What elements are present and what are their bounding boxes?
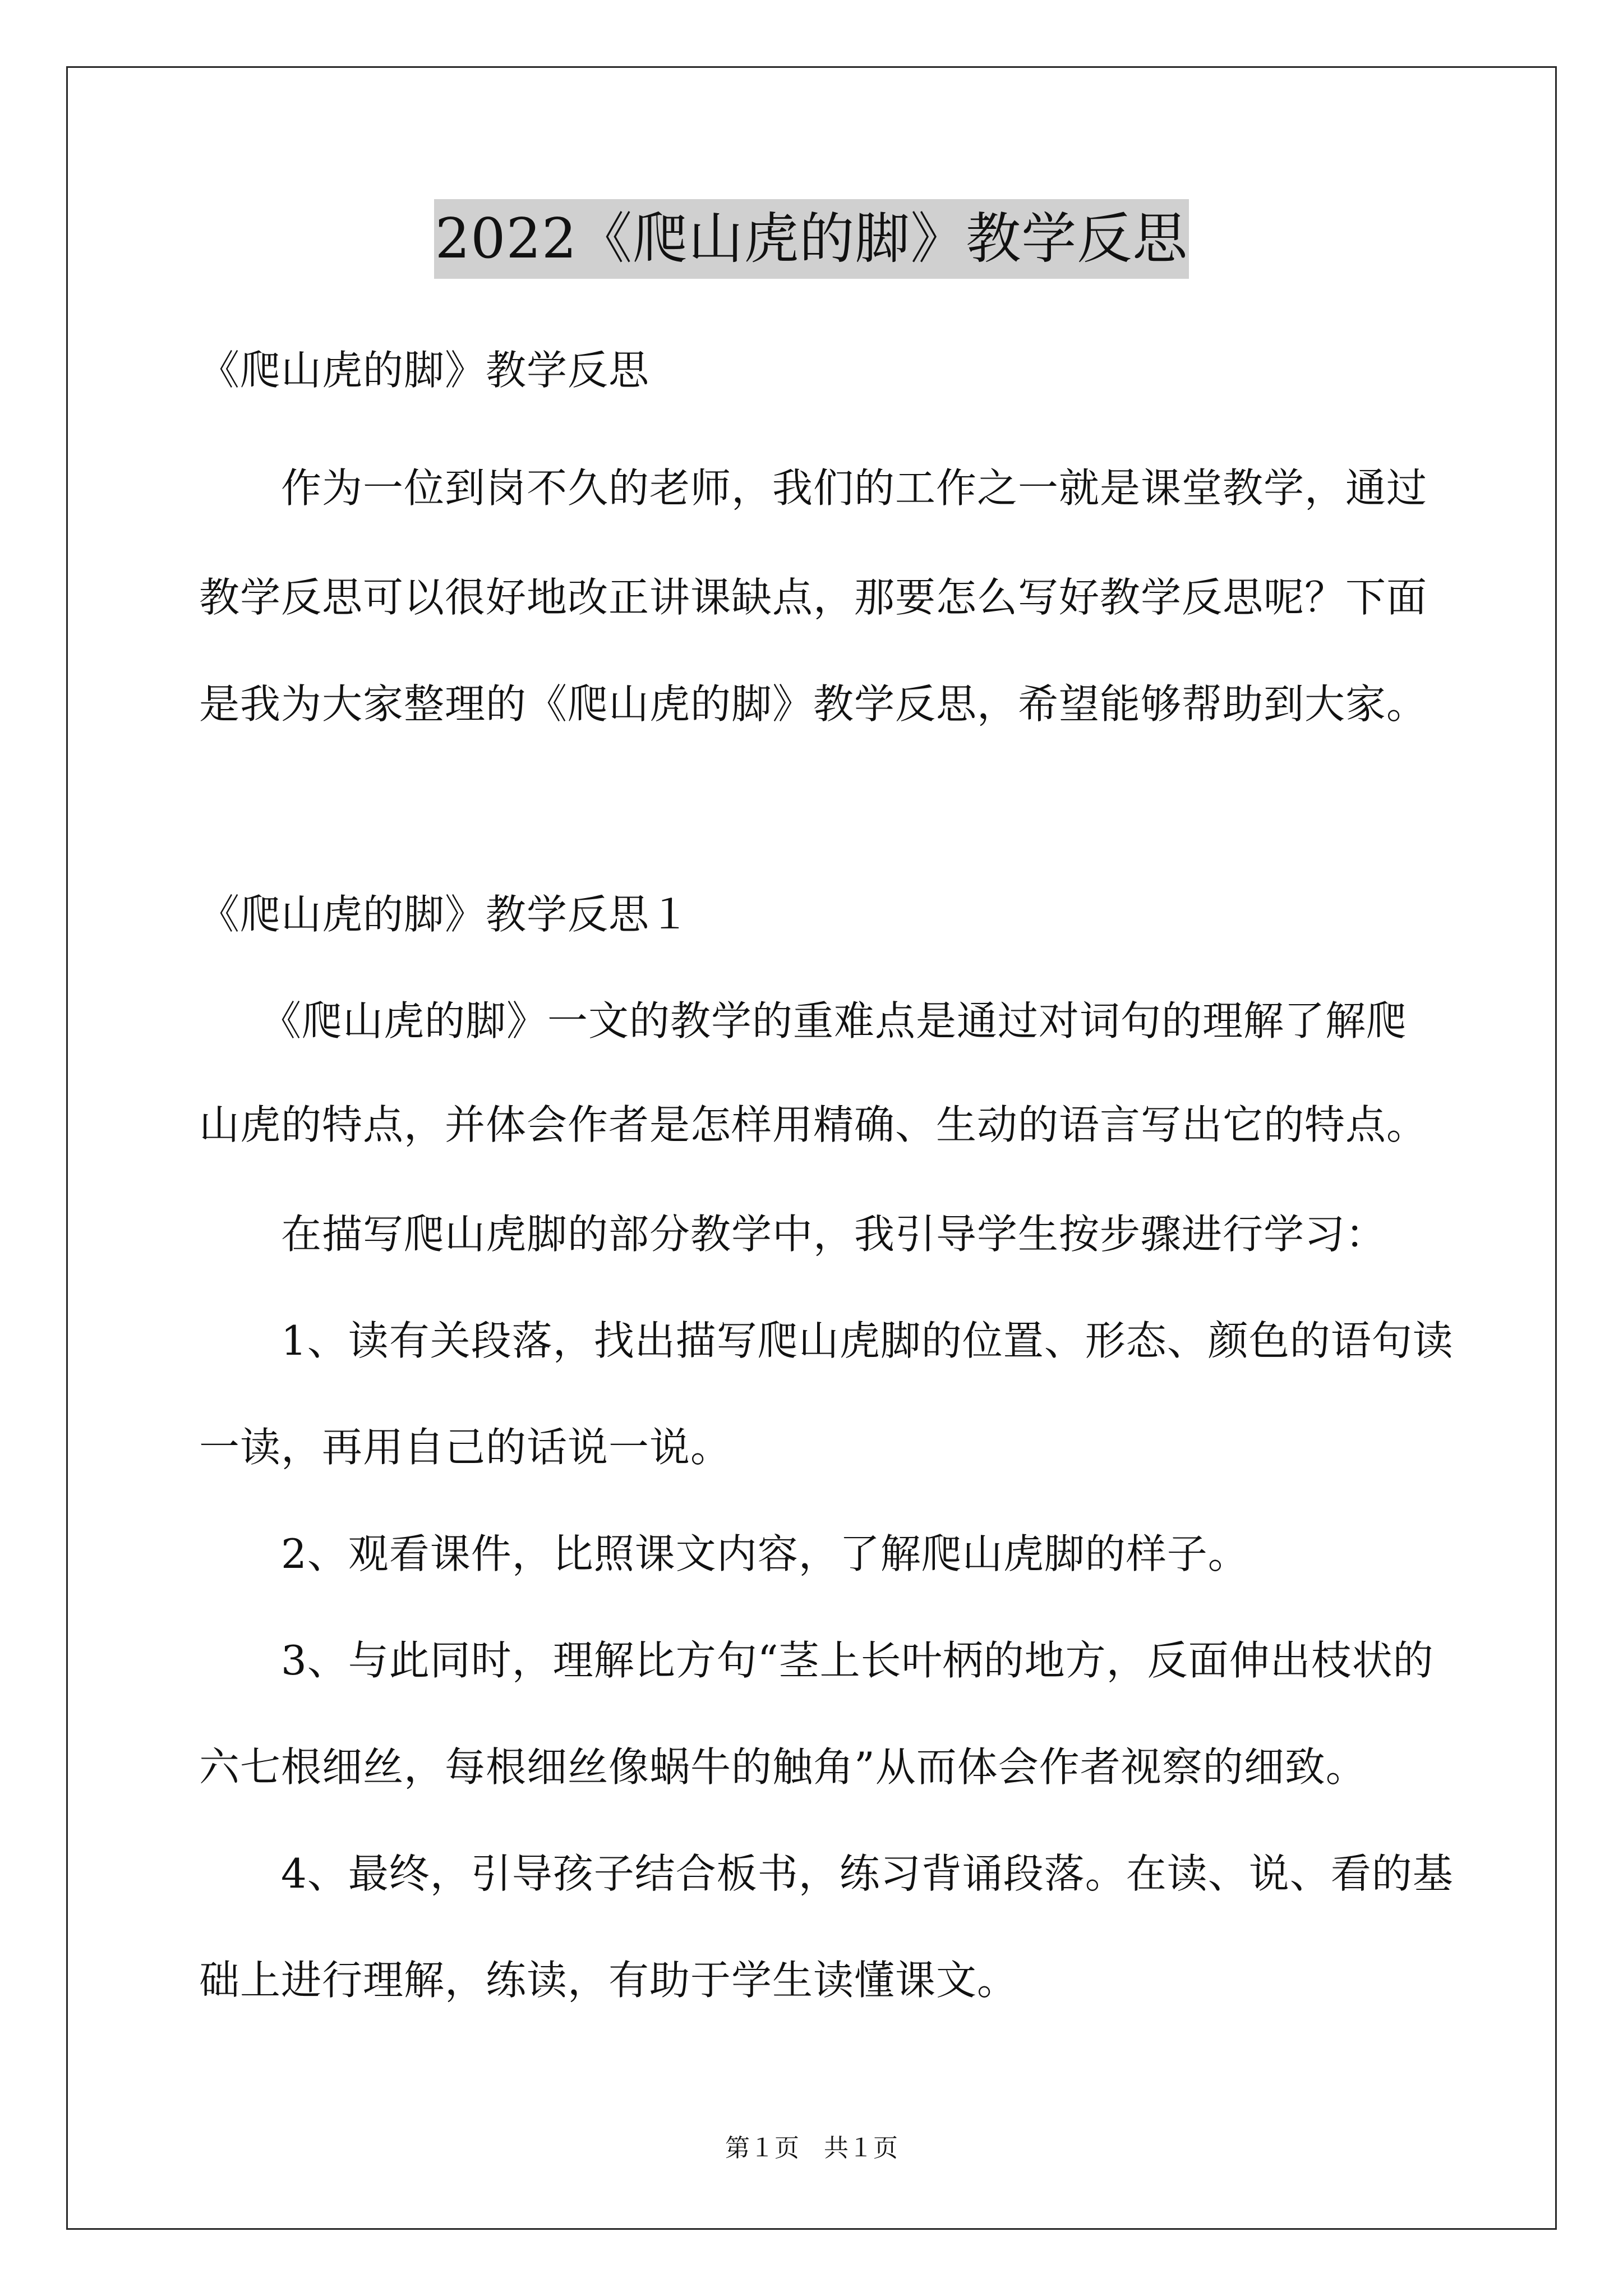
paragraph-line: 在描写爬山虎脚的部分教学中，我引导学生按步骤进行学习： (199, 1211, 1387, 1258)
paragraph-line: 础上进行理解，练读，有助于学生读懂课文。 (199, 1957, 1018, 2004)
paragraph-line: 4、最终，引导孩子结合板书，练习背诵段落。在读、说、看的基 (199, 1850, 1454, 1897)
paragraph-line: 一读，再用自己的话说一说。 (199, 1424, 732, 1471)
page-footer: 第１页 共１页 (725, 2134, 898, 2162)
section-heading: 《爬山虎的脚》教学反思 (199, 347, 650, 394)
paragraph-line: 六七根细丝，每根细丝像蜗牛的触角”从而体会作者视察的细致。 (199, 1743, 1367, 1791)
paragraph-line: 《爬山虎的脚》一文的教学的重难点是通过对词句的理解了解爬 (199, 997, 1408, 1045)
paragraph-line: 3、与此同时，理解比方句“茎上长叶柄的地方，反面伸出枝状的 (199, 1637, 1434, 1684)
title-container (0, 199, 1623, 279)
paragraph-line: 1、读有关段落，找出描写爬山虎脚的位置、形态、颜色的语句读 (199, 1317, 1454, 1364)
paragraph-line: 作为一位到岗不久的老师，我们的工作之一就是课堂教学，通过 (199, 464, 1428, 512)
paragraph-line: 教学反思可以很好地改正讲课缺点，那要怎么写好教学反思呢？下面 (199, 574, 1428, 621)
paragraph-line: 是我为大家整理的《爬山虎的脚》教学反思，希望能够帮助到大家。 (199, 680, 1428, 728)
paragraph-line: 山虎的特点，并体会作者是怎样用精确、生动的语言写出它的特点。 (199, 1101, 1428, 1148)
paragraph-line: 2、观看课件，比照课文内容，了解爬山虎脚的样子。 (199, 1530, 1249, 1577)
document-title: 2022《爬山虎的脚》教学反思 (434, 199, 1189, 279)
section-heading: 《爬山虎的脚》教学反思１ (199, 891, 691, 938)
